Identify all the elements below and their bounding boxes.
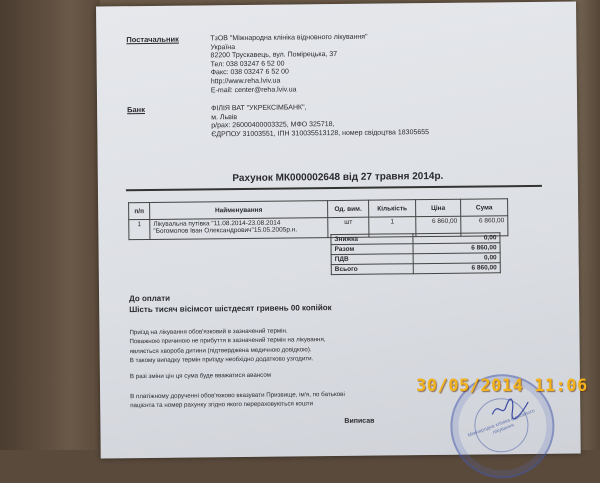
signature-icon	[490, 396, 530, 420]
supplier-details	[210, 34, 368, 96]
supplier-name: ТзОВ "Міжнародна клініка відновного лікування"	[210, 33, 368, 43]
row-name-line1: Лікувальна путівка "11.08.2014-23.08.2014	[153, 219, 281, 228]
camera-date-stamp: 30/05/2014 11:06	[416, 376, 588, 396]
supplier-email: E-mail: center@reha.lviv.ua	[210, 85, 297, 94]
note-line: В такому випадку термін приїзду необхідно додатково узгодити.	[129, 355, 314, 365]
col-header-name: Найменування	[150, 201, 328, 220]
issued-by-label: Виписав	[344, 417, 375, 425]
supplier-fax: Факс: 038 03247 6 52 00	[210, 68, 289, 77]
bank-label: Банк	[127, 105, 146, 115]
col-header-sum: Сума	[461, 199, 508, 216]
note-line: Приїзд на лікування обов'язковий в зазначений термін.	[129, 327, 288, 337]
totals-value-vat: 0,00	[413, 253, 500, 264]
title-divider	[126, 185, 542, 191]
invoice-title: Рахунок МК000002648 від 27 травня 2014р.	[232, 170, 444, 185]
row-qty: 1	[369, 217, 416, 237]
col-header-unit: Од. вим.	[328, 200, 369, 217]
row-price: 6 860,00	[416, 216, 461, 236]
note-line: являється хвороба дитини (підтверджена медичною довідкою).	[129, 345, 312, 355]
row-name-line2: "Богомолов Іван Олександрович"15.05.2005р.н.	[153, 226, 298, 235]
stamp-text: Міжнародна клініка відновного лікування	[467, 408, 536, 439]
supplier-country: Україна	[210, 43, 236, 51]
bank-city: м. Львів	[211, 113, 238, 121]
payment-due-label: До оплати	[129, 293, 171, 304]
note-line: пацієнта та номер рахунку згідно якого перераховуються кошти	[130, 400, 314, 410]
bank-name: ФІЛІЯ ВАТ "УКРЕКСІМБАНК",	[211, 104, 307, 113]
bank-codes: ЄДРПОУ 31003551, ІПН 310035513128, номер свідоцтва 18305655	[211, 128, 430, 139]
col-header-num: п/п	[129, 202, 150, 219]
row-num: 1	[129, 219, 150, 239]
totals-value-subtotal: 6 860,00	[413, 243, 500, 254]
row-unit: шт	[328, 217, 369, 237]
col-header-qty: Кількість	[369, 200, 416, 217]
supplier-website: http://www.reha.lviv.ua	[210, 77, 281, 86]
background-wood-left	[0, 0, 100, 450]
totals-label-discount: Знижка	[331, 234, 413, 245]
note-line: В платіжному дорученні обов'язково вказувати Призвище, ім'я, по батькові	[130, 390, 345, 401]
row-sum: 6 860,00	[461, 216, 508, 236]
totals-label-vat: ПДВ	[331, 254, 413, 265]
supplier-phone: Тел: 038 03247 6 52 00	[210, 60, 285, 69]
note-line: Поважною причиною не прибуття в зазначений термін на лікування,	[129, 336, 326, 346]
bank-account: р/рах: 26000400003325, МФО 325718,	[211, 121, 335, 130]
row-name	[150, 218, 328, 240]
totals-label-total: Всього	[331, 264, 413, 275]
supplier-address: 82200 Трускавець, вул. Помірецька, 37	[210, 51, 338, 60]
supplier-section	[126, 33, 368, 94]
totals-label-subtotal: Разом	[331, 244, 413, 255]
bank-details	[211, 103, 429, 140]
totals-value-total: 6 860,00	[413, 263, 500, 274]
payment-amount-words: Шість тисяч вісімсот шістдесят гривень 00 копійок	[129, 303, 332, 315]
totals-table	[330, 232, 500, 275]
notes-paragraph-2: В разі зміни цін ця сума буде вважатися авансом	[129, 371, 272, 381]
supplier-label: Постачальник	[126, 34, 179, 45]
totals-row-total	[331, 263, 500, 275]
bank-section	[127, 104, 430, 139]
notes-paragraph-3	[130, 390, 345, 411]
notes-paragraph-1	[129, 326, 325, 365]
totals-value-discount: 0,00	[413, 233, 500, 244]
col-header-price: Ціна	[416, 199, 461, 216]
